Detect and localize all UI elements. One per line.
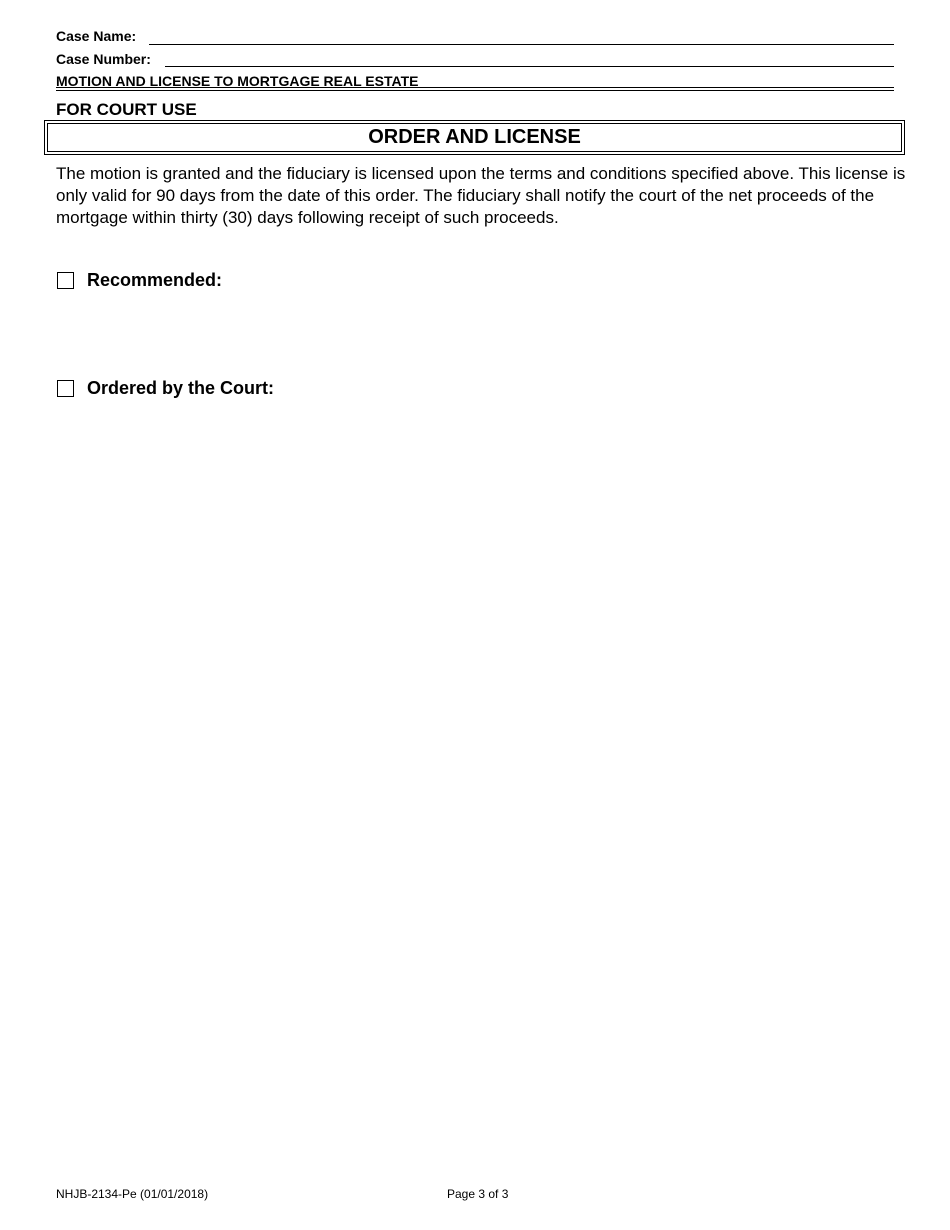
order-title-box [47,123,902,152]
ordered-row [57,378,274,399]
recommended-checkbox[interactable] [57,272,74,289]
case-number-field[interactable] [165,66,894,67]
footer-page-number: Page 3 of 3 [447,1187,509,1201]
court-use-heading: FOR COURT USE [56,100,197,119]
form-title-double-underline [56,90,894,91]
form-title-underline [56,87,894,88]
order-text: The motion is granted and the fiduciary is licensed upon the terms and conditions specified above. This license is only valid for 90 days from the date of this order. The fiduciary shall notify the court of the net proceeds of the mortgage within thirty (30) days following receipt of such proceeds. [56,164,906,227]
ordered-checkbox[interactable] [57,380,74,397]
ordered-label: Ordered by the Court: [87,378,275,398]
case-name-label: Case Name: [56,28,137,44]
recommended-row [57,270,222,291]
footer-form-id: NHJB-2134-Pe (01/01/2018) [56,1187,209,1201]
recommended-label: Recommended: [87,270,223,290]
case-name-field[interactable] [149,44,894,45]
order-title: ORDER AND LICENSE [368,126,581,148]
case-number-label: Case Number: [56,51,151,67]
form-title: MOTION AND LICENSE TO MORTGAGE REAL ESTATE [56,73,419,89]
